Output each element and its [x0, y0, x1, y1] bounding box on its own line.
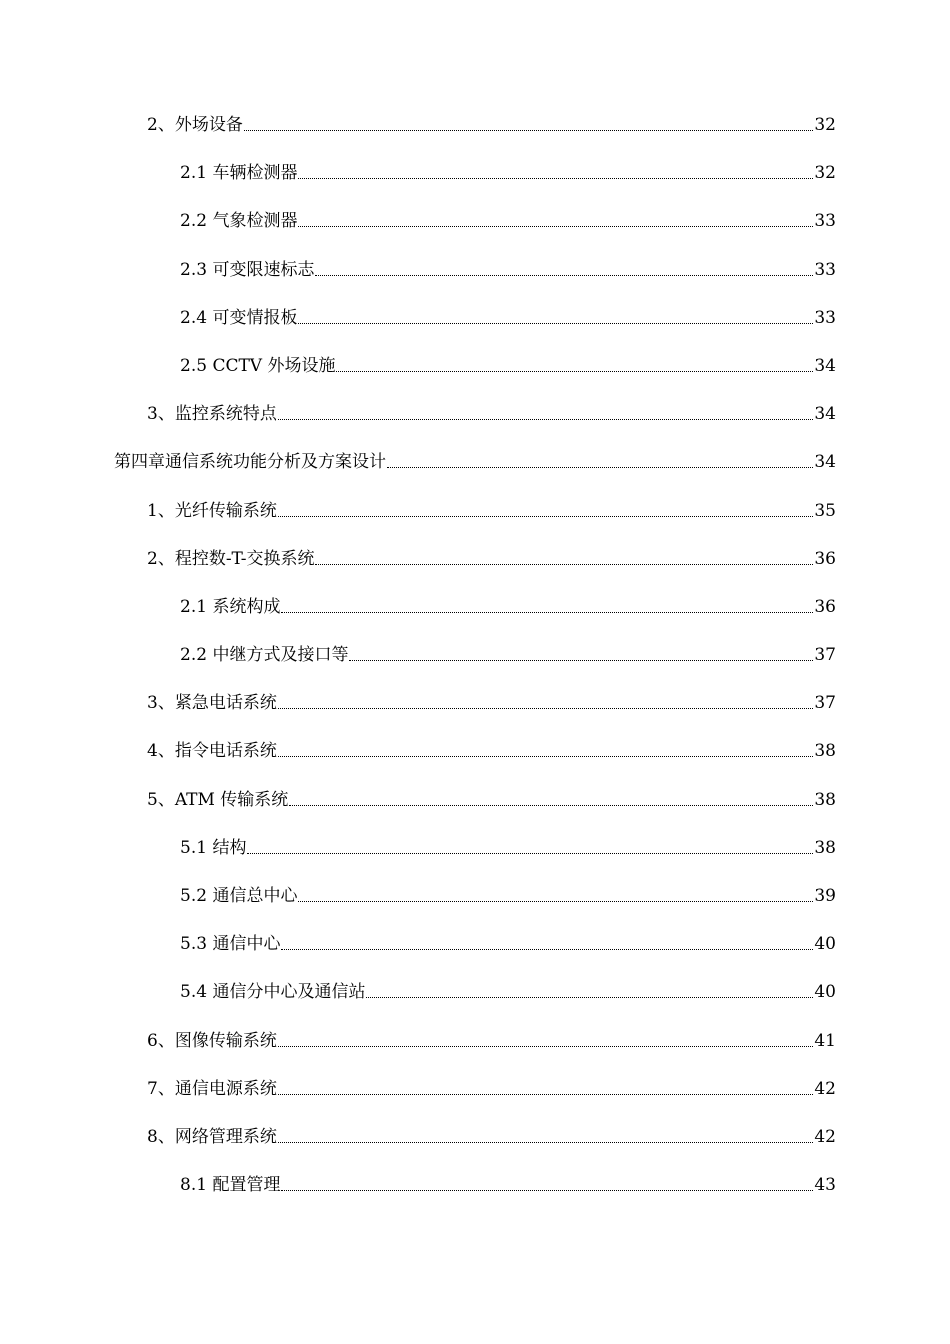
toc-entry-page: 34: [814, 452, 836, 473]
toc-dot-leader: [298, 306, 813, 324]
toc-entry-page: 37: [814, 693, 836, 714]
toc-dot-leader: [247, 836, 813, 854]
toc-entry[interactable]: [0, 450, 950, 498]
toc-dot-leader: [278, 691, 814, 709]
toc-entry-title: 5.2 通信总中心: [180, 886, 298, 906]
toc-entry-page: 34: [814, 355, 836, 376]
toc-entry-page: 38: [814, 789, 836, 810]
toc-entry-title: 8、网络管理系统: [147, 1126, 277, 1147]
toc-entry[interactable]: [0, 836, 950, 884]
toc-entry[interactable]: [0, 691, 950, 739]
toc-entry[interactable]: [0, 113, 950, 161]
toc-entry[interactable]: [0, 980, 950, 1028]
toc-entry-title: 2.2 气象检测器: [180, 211, 298, 232]
toc-dot-leader: [298, 884, 813, 902]
toc-entry-title: 2.4 可变情报板: [180, 307, 298, 328]
table-of-contents: [0, 113, 950, 1221]
toc-entry-title: 1、光纤传输系统: [147, 500, 277, 521]
toc-entry[interactable]: [0, 209, 950, 257]
toc-dot-leader: [315, 258, 813, 276]
toc-dot-leader: [298, 161, 813, 179]
toc-dot-leader: [278, 402, 814, 420]
toc-entry-page: 42: [814, 1078, 836, 1099]
toc-dot-leader: [387, 450, 813, 468]
toc-dot-leader: [278, 499, 814, 517]
toc-entry[interactable]: [0, 932, 950, 980]
toc-entry-page: 33: [814, 307, 836, 328]
toc-entry[interactable]: [0, 161, 950, 209]
toc-dot-leader: [366, 980, 813, 998]
toc-entry-title: 2.2 中继方式及接口等: [180, 645, 349, 666]
toc-entry-title: 4、指令电话系统: [147, 741, 277, 762]
toc-entry-page: 36: [814, 548, 836, 569]
toc-entry-title: 第四章通信系统功能分析及方案设计: [114, 452, 386, 473]
toc-entry[interactable]: [0, 1077, 950, 1125]
toc-entry-title: 3、监控系统特点: [147, 404, 277, 425]
toc-dot-leader: [289, 788, 813, 806]
toc-entry-title: 5.3 通信中心: [180, 934, 281, 955]
toc-entry-page: 35: [814, 500, 836, 521]
toc-entry-title: 3、紧急电话系统: [147, 693, 277, 714]
toc-entry[interactable]: [0, 788, 950, 836]
toc-entry-page: 39: [814, 886, 836, 906]
toc-dot-leader: [315, 547, 813, 565]
toc-entry[interactable]: [0, 643, 950, 691]
toc-entry-title: 2.5 CCTV 外场设施: [180, 355, 336, 376]
toc-entry-page: 41: [814, 1030, 836, 1051]
toc-entry[interactable]: [0, 354, 950, 402]
toc-dot-leader: [281, 1173, 813, 1191]
toc-entry-page: 37: [814, 645, 836, 666]
toc-entry[interactable]: [0, 1125, 950, 1173]
toc-dot-leader: [278, 1125, 814, 1143]
toc-entry-page: 32: [814, 115, 836, 135]
toc-entry[interactable]: [0, 884, 950, 932]
toc-entry-page: 33: [814, 259, 836, 280]
toc-dot-leader: [281, 932, 813, 950]
toc-dot-leader: [281, 595, 813, 613]
toc-dot-leader: [336, 354, 813, 372]
toc-entry-page: 38: [814, 837, 836, 858]
toc-entry-title: 5、ATM 传输系统: [147, 789, 289, 810]
toc-dot-leader: [349, 643, 813, 661]
toc-dot-leader: [278, 1029, 814, 1047]
toc-entry[interactable]: [0, 547, 950, 595]
toc-dot-leader: [278, 739, 814, 757]
toc-entry-title: 2.1 系统构成: [180, 596, 281, 617]
toc-entry-page: 32: [814, 163, 836, 184]
toc-entry-page: 43: [814, 1175, 836, 1196]
toc-entry[interactable]: [0, 1173, 950, 1221]
toc-entry-page: 36: [814, 596, 836, 617]
toc-entry-title: 6、图像传输系统: [147, 1030, 277, 1051]
toc-entry-title: 2、程控数-T-交换系统: [147, 548, 315, 569]
toc-entry-title: 5.1 结构: [180, 837, 247, 858]
toc-entry-title: 5.4 通信分中心及通信站: [180, 982, 366, 1003]
toc-entry-page: 42: [814, 1126, 836, 1147]
toc-entry-page: 40: [814, 934, 836, 955]
toc-entry[interactable]: [0, 258, 950, 306]
toc-entry-page: 40: [814, 982, 836, 1003]
toc-entry-page: 33: [814, 211, 836, 232]
toc-entry[interactable]: [0, 739, 950, 787]
toc-entry-page: 38: [814, 741, 836, 762]
toc-dot-leader: [244, 113, 814, 131]
toc-entry-title: 8.1 配置管理: [180, 1175, 281, 1196]
toc-entry[interactable]: [0, 306, 950, 354]
toc-entry-page: 34: [814, 404, 836, 425]
toc-entry[interactable]: [0, 595, 950, 643]
toc-entry[interactable]: [0, 499, 950, 547]
toc-entry-title: 2、外场设备: [147, 115, 243, 135]
toc-entry[interactable]: [0, 402, 950, 450]
toc-entry-title: 2.1 车辆检测器: [180, 163, 298, 184]
toc-entry-title: 2.3 可变限速标志: [180, 259, 315, 280]
toc-entry[interactable]: [0, 1029, 950, 1077]
toc-entry-title: 7、通信电源系统: [147, 1078, 277, 1099]
toc-dot-leader: [298, 209, 813, 227]
toc-dot-leader: [278, 1077, 814, 1095]
